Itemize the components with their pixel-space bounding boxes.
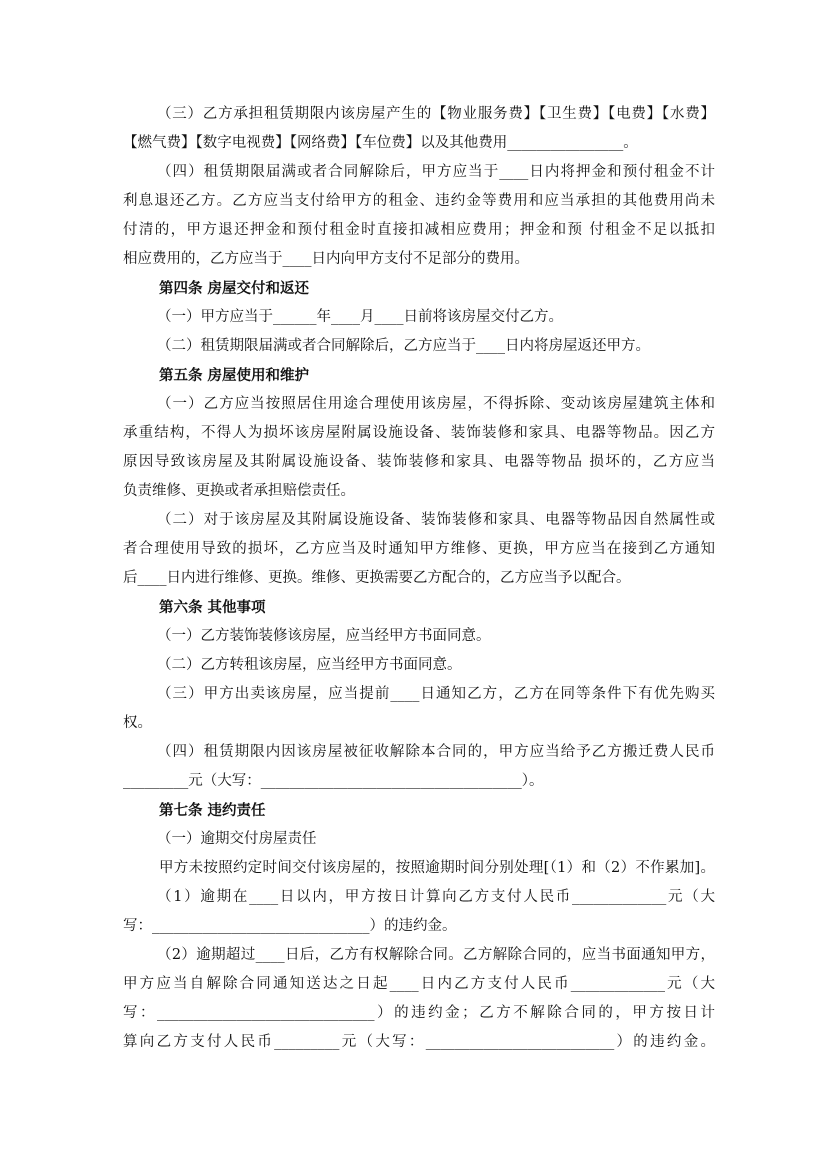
text-line: 写：______________________________）的违约金。 bbox=[123, 918, 457, 934]
text-line: （四）租赁期限届满或者合同解除后，甲方应当于____日内将押金和预付租金不计 bbox=[157, 164, 715, 180]
text-line: 负责维修、更换或者承担赔偿责任。 bbox=[123, 483, 355, 499]
section-heading: 第五条 房屋使用和维护 bbox=[159, 367, 310, 384]
text-line: 付清的，甲方退还押金和预付租金时直接扣减相应费用；押金和预 付租金不足以抵扣 bbox=[123, 222, 715, 238]
section-heading: 第四条 房屋交付和返还 bbox=[159, 280, 310, 297]
text-line: 权。 bbox=[123, 715, 152, 731]
text-line: 利息退还乙方。乙方应当支付给甲方的租金、违约金等费用和应当承担的其他费用尚未 bbox=[123, 193, 715, 209]
text-line: 者合理使用导致的损坏，乙方应当及时通知甲方维修、更换，甲方应当在接到乙方通知 bbox=[123, 541, 715, 557]
text-line: 承重结构，不得人为损坏该房屋附属设施设备、装饰装修和家具、电器等物品。因乙方 bbox=[123, 425, 715, 441]
text-line: （三）甲方出卖该房屋，应当提前____日通知乙方，乙方在同等条件下有优先购买 bbox=[157, 686, 715, 702]
text-line: （三）乙方承担租赁期限内该房屋产生的【物业服务费】【卫生费】【电费】【水费】 bbox=[157, 106, 715, 122]
text-line: 【燃气费】【数字电视费】【网络费】【车位费】以及其他费用________________。 bbox=[123, 135, 638, 151]
section-heading: 第七条 违约责任 bbox=[159, 802, 266, 819]
text-line: （2）逾期超过____日后，乙方有权解除合同。乙方解除合同的，应当书面通知甲方， bbox=[157, 947, 715, 963]
text-line: 原因导致该房屋及其附属设施设备、装饰装修和家具、电器等物品 损坏的，乙方应当 bbox=[123, 454, 715, 470]
text-line: （一）甲方应当于______年____月____日前将该房屋交付乙方。 bbox=[157, 309, 563, 325]
text-line: 后____日内进行维修、更换。维修、更换需要乙方配合的，乙方应当予以配合。 bbox=[123, 570, 631, 586]
text-line: 算向乙方支付人民币_________元（大写：__________________________）的违约金。 bbox=[123, 1034, 715, 1050]
document-page bbox=[123, 100, 715, 1057]
text-line: 相应费用的，乙方应当于____日内向甲方支付不足部分的费用。 bbox=[123, 251, 529, 267]
text-line: （四）租赁期限内因该房屋被征收解除本合同的，甲方应当给予乙方搬迁费人民币 bbox=[157, 744, 715, 760]
text-line: （一）逾期交付房屋责任 bbox=[157, 831, 317, 847]
text-line: （二）对于该房屋及其附属设施设备、装饰装修和家具、电器等物品因自然属性或 bbox=[157, 512, 715, 528]
text-line: _________元（大写：____________________________________）。 bbox=[123, 773, 544, 789]
section-heading: 第六条 其他事项 bbox=[159, 599, 266, 616]
text-line: （二）乙方转租该房屋，应当经甲方书面同意。 bbox=[157, 657, 462, 673]
text-line: （一）乙方装饰装修该房屋，应当经甲方书面同意。 bbox=[157, 628, 491, 644]
text-line: 甲方应当自解除合同通知送达之日起____日内乙方支付人民币_____________元（大 bbox=[123, 976, 715, 992]
text-line: （二）租赁期限届满或者合同解除后，乙方应当于____日内将房屋返还甲方。 bbox=[157, 338, 650, 354]
text-line: （一）乙方应当按照居住用途合理使用该房屋，不得拆除、变动该房屋建筑主体和 bbox=[157, 396, 715, 412]
text-line: 写：______________________________）的违约金；乙方不解除合同的，甲方按日计 bbox=[123, 1005, 715, 1021]
text-line: 甲方未按照约定时间交付该房屋的，按照逾期时间分别处理[（1）和（2）不作累加]。 bbox=[159, 860, 715, 876]
text-line: （1）逾期在____日以内，甲方按日计算向乙方支付人民币_____________元（大 bbox=[157, 889, 715, 905]
